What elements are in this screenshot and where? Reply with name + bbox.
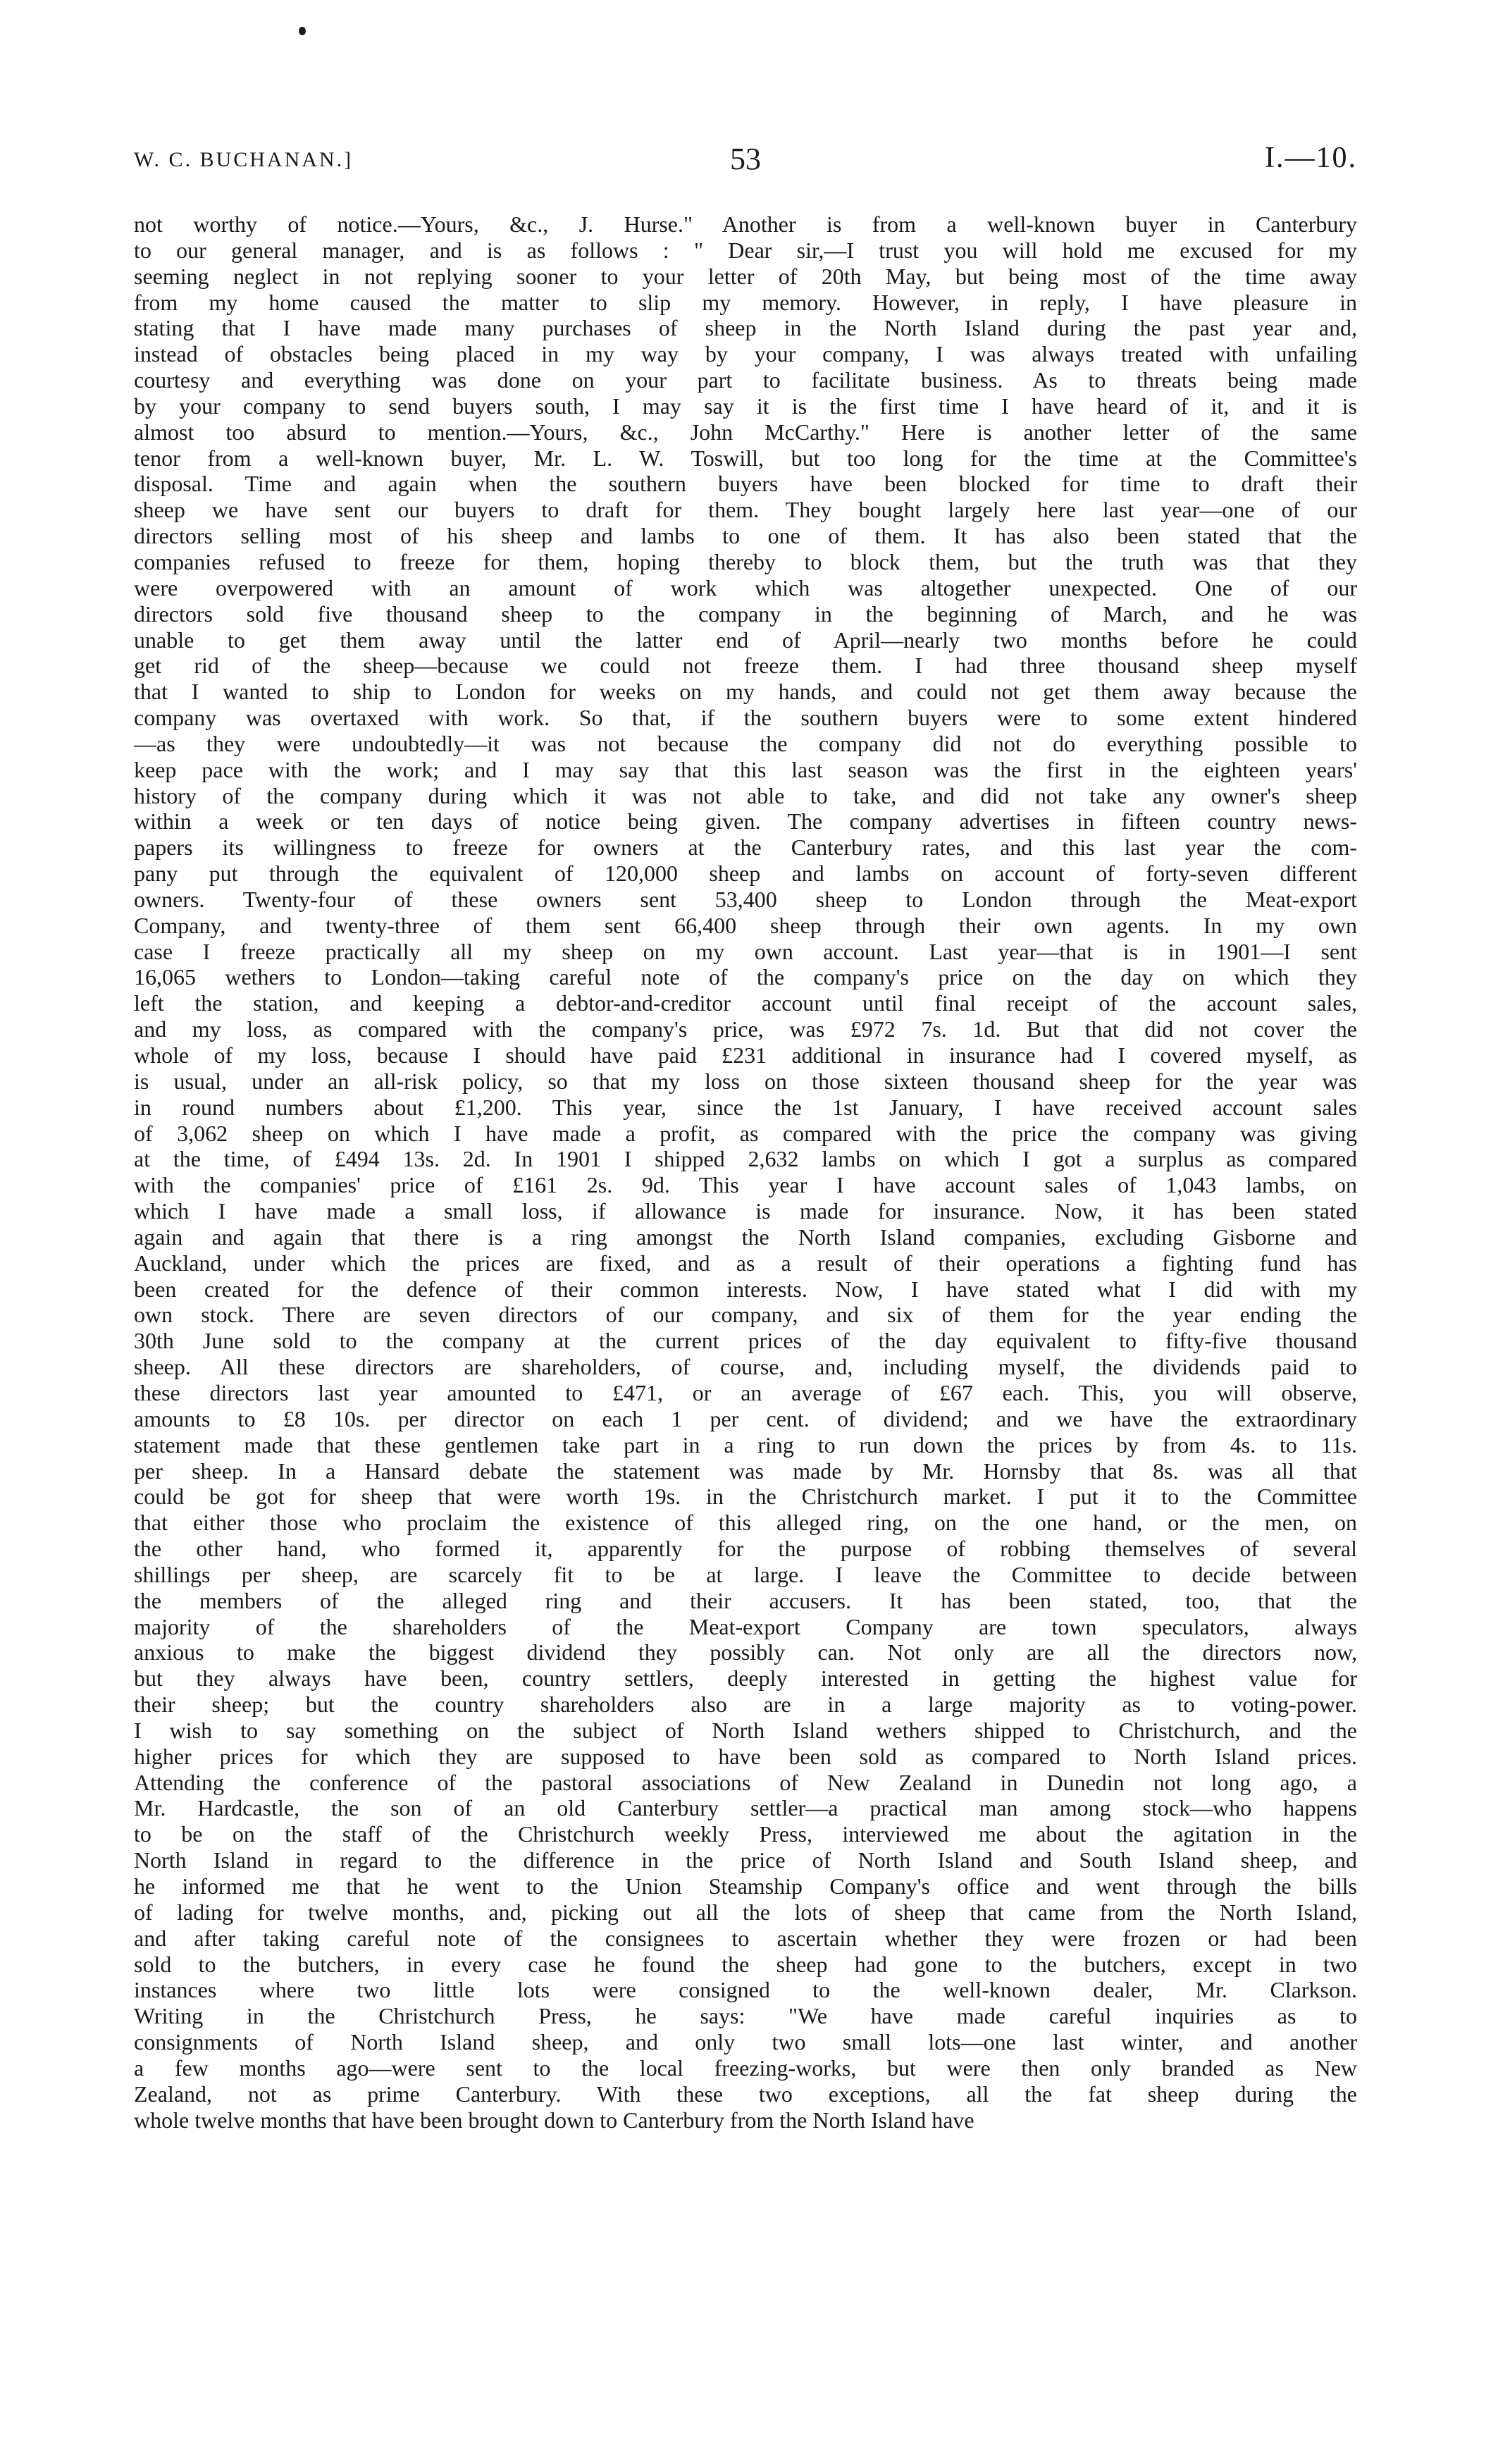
text-line: been created for the defence of their common interests. Now, I have stated what I did with my bbox=[134, 1276, 1357, 1302]
text-line: and my loss, as compared with the company's price, was £972 7s. 1d. But that did not cover the bbox=[134, 1016, 1357, 1042]
document-reference: I.—10. bbox=[1265, 142, 1357, 174]
text-line: stating that I have made many purchases of sheep in the North Island during the past year and, bbox=[134, 315, 1357, 341]
text-line: seeming neglect in not replying sooner to your letter of 20th May, but being most of the time away bbox=[134, 263, 1357, 289]
text-line: directors sold five thousand sheep to the company in the beginning of March, and he was bbox=[134, 600, 1357, 627]
running-header bbox=[134, 141, 1357, 183]
text-line: instead of obstacles being placed in my way by your company, I was always treated with unfailing bbox=[134, 341, 1357, 367]
text-line: sheep. All these directors are shareholders, of course, and, including myself, the dividends paid to bbox=[134, 1354, 1357, 1380]
text-line: but they always have been, country settlers, deeply interested in getting the highest value for bbox=[134, 1665, 1357, 1692]
text-line: which I have made a small loss, if allowance is made for insurance. Now, it has been stated bbox=[134, 1198, 1357, 1224]
text-line: tenor from a well-known buyer, Mr. L. W. Toswill, but too long for the time at the Committee's bbox=[134, 445, 1357, 471]
text-line: case I freeze practically all my sheep on my own account. Last year—that is in 1901—I sent bbox=[134, 938, 1357, 964]
text-line: whole of my loss, because I should have paid £231 additional in insurance had I covered myself, as bbox=[134, 1042, 1357, 1068]
text-line: within a week or ten days of notice being given. The company advertises in fifteen country news- bbox=[134, 808, 1357, 834]
text-line: that I wanted to ship to London for weeks on my hands, and could not get them away because the bbox=[134, 679, 1357, 705]
text-line: sheep we have sent our buyers to draft for them. They bought largely here last year—one of our bbox=[134, 497, 1357, 523]
text-line: were overpowered with an amount of work which was altogether unexpected. One of our bbox=[134, 574, 1357, 600]
text-line: higher prices for which they are supposed to have been sold as compared to North Island prices. bbox=[134, 1743, 1357, 1769]
text-line: of lading for twelve months, and, picking out all the lots of sheep that came from the North Island, bbox=[134, 1899, 1357, 1925]
text-line: not worthy of notice.—Yours, &c., J. Hurse." Another is from a well-known buyer in Canterbury bbox=[134, 211, 1357, 237]
text-line: Zealand, not as prime Canterbury. With these two exceptions, all the fat sheep during the bbox=[134, 2081, 1357, 2107]
text-line: that either those who proclaim the existence of this alleged ring, on the one hand, or the men, on bbox=[134, 1510, 1357, 1536]
text-line: 16,065 wethers to London—taking careful note of the company's price on the day on which they bbox=[134, 964, 1357, 990]
text-line: disposal. Time and again when the southern buyers have been blocked for time to draft their bbox=[134, 471, 1357, 497]
text-line: instances where two little lots were consigned to the well-known dealer, Mr. Clarkson. bbox=[134, 1977, 1357, 2003]
text-line: the other hand, who formed it, apparently for the purpose of robbing themselves of several bbox=[134, 1536, 1357, 1562]
text-line: consignments of North Island sheep, and only two small lots—one last winter, and another bbox=[134, 2029, 1357, 2055]
text-line: almost too absurd to mention.—Yours, &c., John McCarthy." Here is another letter of the same bbox=[134, 419, 1357, 445]
text-line: their sheep; but the country shareholders also are in a large majority as to voting-power. bbox=[134, 1692, 1357, 1718]
text-line: amounts to £8 10s. per director on each 1 per cent. of dividend; and we have the extraordinary bbox=[134, 1405, 1357, 1431]
text-line: he informed me that he went to the Union Steamship Company's office and went through the bills bbox=[134, 1873, 1357, 1899]
text-line: of 3,062 sheep on which I have made a profit, as compared with the price the company was giving bbox=[134, 1120, 1357, 1146]
text-line: by your company to send buyers south, I may say it is the first time I have heard of it, and it is bbox=[134, 393, 1357, 419]
text-line: is usual, under an all-risk policy, so that my loss on those sixteen thousand sheep for the year was bbox=[134, 1068, 1357, 1094]
text-line: owners. Twenty-four of these owners sent 53,400 sheep to London through the Meat-export bbox=[134, 886, 1357, 912]
text-line: shillings per sheep, are scarcely fit to be at large. I leave the Committee to decide between bbox=[134, 1561, 1357, 1587]
text-line: from my home caused the matter to slip my memory. However, in reply, I have pleasure in bbox=[134, 289, 1357, 315]
text-line: own stock. There are seven directors of our company, and six of them for the year ending the bbox=[134, 1302, 1357, 1328]
text-line: anxious to make the biggest dividend they possibly can. Not only are all the directors now, bbox=[134, 1639, 1357, 1665]
text-line: and after taking careful note of the consignees to ascertain whether they were frozen or had been bbox=[134, 1925, 1357, 1951]
text-line: Auckland, under which the prices are fixed, and as a result of their operations a fighting fund has bbox=[134, 1250, 1357, 1276]
text-line: Attending the conference of the pastoral associations of New Zealand in Dunedin not long ago, a bbox=[134, 1769, 1357, 1795]
text-line: company was overtaxed with work. So that, if the southern buyers were to some extent hindered bbox=[134, 705, 1357, 731]
text-line: courtesy and everything was done on your part to facilitate business. As to threats being made bbox=[134, 367, 1357, 393]
text-line: to be on the staff of the Christchurch weekly Press, interviewed me about the agitation in the bbox=[134, 1821, 1357, 1847]
text-line: 30th June sold to the company at the current prices of the day equivalent to fifty-five thousand bbox=[134, 1328, 1357, 1354]
text-line: majority of the shareholders of the Meat-export Company are town speculators, always bbox=[134, 1613, 1357, 1639]
text-line: papers its willingness to freeze for owners at the Canterbury rates, and this last year the com- bbox=[134, 834, 1357, 861]
text-line: could be got for sheep that were worth 19s. in the Christchurch market. I put it to the Committee bbox=[134, 1484, 1357, 1510]
text-line: per sheep. In a Hansard debate the statement was made by Mr. Hornsby that 8s. was all that bbox=[134, 1458, 1357, 1484]
text-line: North Island in regard to the difference in the price of North Island and South Island sheep, and bbox=[134, 1847, 1357, 1873]
text-line: I wish to say something on the subject of North Island wethers shipped to Christchurch, and the bbox=[134, 1717, 1357, 1743]
text-line: at the time, of £494 13s. 2d. In 1901 I shipped 2,632 lambs on which I got a surplus as compared bbox=[134, 1146, 1357, 1172]
text-line: the members of the alleged ring and their accusers. It has been stated, too, that the bbox=[134, 1587, 1357, 1613]
text-line: statement made that these gentlemen take part in a ring to run down the prices by from 4s. to 11s. bbox=[134, 1431, 1357, 1458]
text-line: Writing in the Christchurch Press, he says: "We have made careful inquiries as to bbox=[134, 2003, 1357, 2029]
text-line: unable to get them away until the latter end of April—nearly two months before he could bbox=[134, 627, 1357, 653]
ink-speck bbox=[299, 27, 306, 35]
text-line: Mr. Hardcastle, the son of an old Canterbury settler—a practical man among stock—who happens bbox=[134, 1795, 1357, 1821]
text-line: directors selling most of his sheep and lambs to one of them. It has also been stated that the bbox=[134, 523, 1357, 549]
text-line: these directors last year amounted to £471, or an average of £67 each. This, you will observe, bbox=[134, 1379, 1357, 1405]
text-line: sold to the butchers, in every case he found the sheep had gone to the butchers, except in two bbox=[134, 1951, 1357, 1977]
text-line: again and again that there is a ring amongst the North Island companies, excluding Gisborne and bbox=[134, 1224, 1357, 1250]
header-author: W. C. BUCHANAN.] bbox=[134, 148, 354, 171]
text-line: to our general manager, and is as follows : " Dear sir,—I trust you will hold me excused for my bbox=[134, 237, 1357, 263]
text-line: whole twelve months that have been brought down to Canterbury from the North Island have bbox=[134, 2107, 974, 2133]
text-line: pany put through the equivalent of 120,000 sheep and lambs on account of forty-seven different bbox=[134, 861, 1357, 887]
text-line: Company, and twenty-three of them sent 66,400 sheep through their own agents. In my own bbox=[134, 912, 1357, 938]
text-line: companies refused to freeze for them, hoping thereby to block them, but the truth was that they bbox=[134, 548, 1357, 574]
text-line: with the companies' price of £161 2s. 9d. This year I have account sales of 1,043 lambs, on bbox=[134, 1172, 1357, 1198]
text-line: get rid of the sheep—because we could not freeze them. I had three thousand sheep myself bbox=[134, 653, 1357, 679]
text-line: —as they were undoubtedly—it was not because the company did not do everything possible to bbox=[134, 730, 1357, 756]
page-number: 53 bbox=[730, 142, 761, 176]
text-line: history of the company during which it was not able to take, and did not take any owner's sheep bbox=[134, 782, 1357, 808]
text-line: a few months ago—were sent to the local freezing-works, but were then only branded as New bbox=[134, 2055, 1357, 2081]
body-text bbox=[134, 211, 1357, 2133]
text-line: left the station, and keeping a debtor-and-creditor account until final receipt of the account sales, bbox=[134, 990, 1357, 1016]
text-line: in round numbers about £1,200. This year, since the 1st January, I have received account sales bbox=[134, 1094, 1357, 1120]
text-line: keep pace with the work; and I may say that this last season was the first in the eighteen years' bbox=[134, 756, 1357, 782]
